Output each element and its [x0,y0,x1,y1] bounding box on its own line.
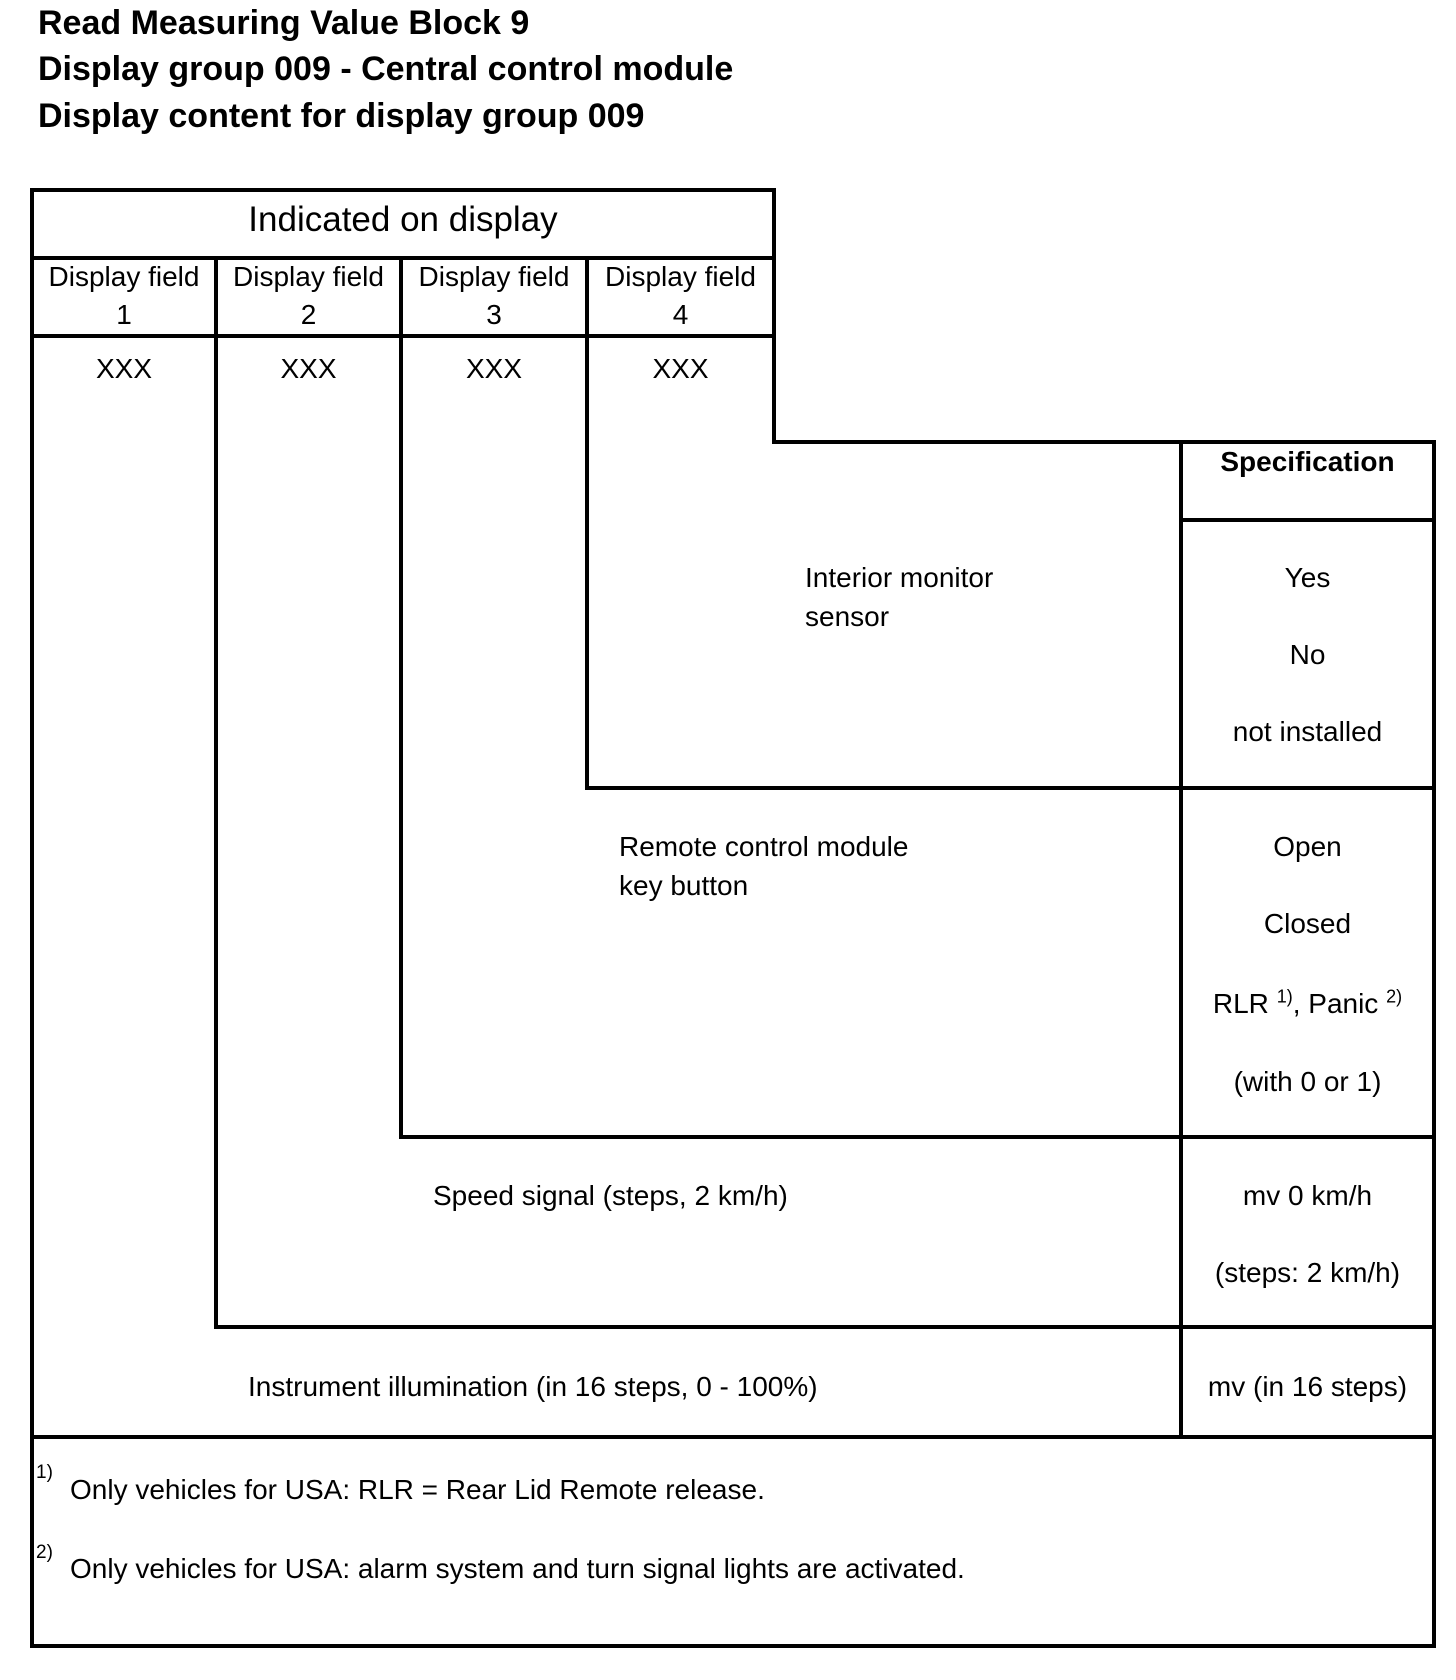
illumination-spec: mv (in 16 steps) [1207,1371,1408,1402]
table-border [30,188,34,1648]
indicated-on-display-header: Indicated on display [248,200,558,239]
table-border [30,188,776,192]
display-field-3-value: XXX [465,353,523,384]
table-border [214,1325,1436,1329]
table-border [30,1435,1436,1439]
display-field-1-value: XXX [95,353,153,384]
specification-header: Specification [1220,446,1395,477]
table-border [1179,518,1436,522]
display-field-2-value: XXX [280,353,337,384]
footnote-1-mark: 1) [36,1462,53,1483]
remote-spec-with-0-or-1: (with 0 or 1) [1233,1066,1382,1097]
instrument-illumination-label: Instrument illumination (in 16 steps, 0 - 100%) [248,1371,818,1402]
remote-spec-closed: Closed [1263,908,1352,939]
footnote-ref-2: 2) [1386,986,1403,1007]
display-field-4-header: Display field 4 [605,261,756,330]
remote-control-label-line2: key button [619,870,749,901]
display-field-2-header: Display field 2 [233,261,384,330]
table-border [772,188,776,444]
display-field-4-value: XXX [652,353,709,384]
speed-spec-steps: (steps: 2 km/h) [1214,1257,1401,1288]
interior-spec-not-installed: not installed [1232,716,1383,747]
remote-spec-open: Open [1273,831,1342,862]
table-border [399,1135,1436,1139]
footnote-1-text: Only vehicles for USA: RLR = Rear Lid Remote release. [70,1474,765,1505]
footnote-2-text: Only vehicles for USA: alarm system and turn signal lights are activated. [70,1553,965,1584]
interior-monitor-label-line1: Interior monitor [805,562,994,593]
remote-spec-rlr-panic: RLR $^{1)}$, Panic $^{2)}$ [1212,986,1403,1019]
table-border [772,440,1436,444]
table-border [30,334,776,338]
footnote-ref-1: 1) [1276,986,1293,1007]
table-border [585,256,589,790]
remote-control-label-line1: Remote control module [619,831,909,862]
speed-spec-mv: mv 0 km/h [1242,1180,1373,1211]
title-line-3: Display content for display group 009 [38,97,645,135]
speed-signal-label: Speed signal (steps, 2 km/h) [433,1180,788,1211]
title-line-2: Display group 009 - Central control module [38,50,734,88]
title-line-1: Read Measuring Value Block 9 [38,4,530,42]
display-field-1-header: Display field 1 [48,261,200,330]
table-border [585,786,1436,790]
interior-monitor-label-line2: sensor [805,601,890,632]
table-border [30,1644,1436,1648]
table-border [1432,440,1436,1648]
table-border [214,256,218,1329]
footnote-2-mark: 2) [36,1542,53,1563]
table-border [399,256,403,1139]
display-field-3-header: Display field 3 [418,261,570,330]
interior-spec-yes: Yes [1284,562,1331,593]
interior-spec-no: No [1289,639,1326,670]
